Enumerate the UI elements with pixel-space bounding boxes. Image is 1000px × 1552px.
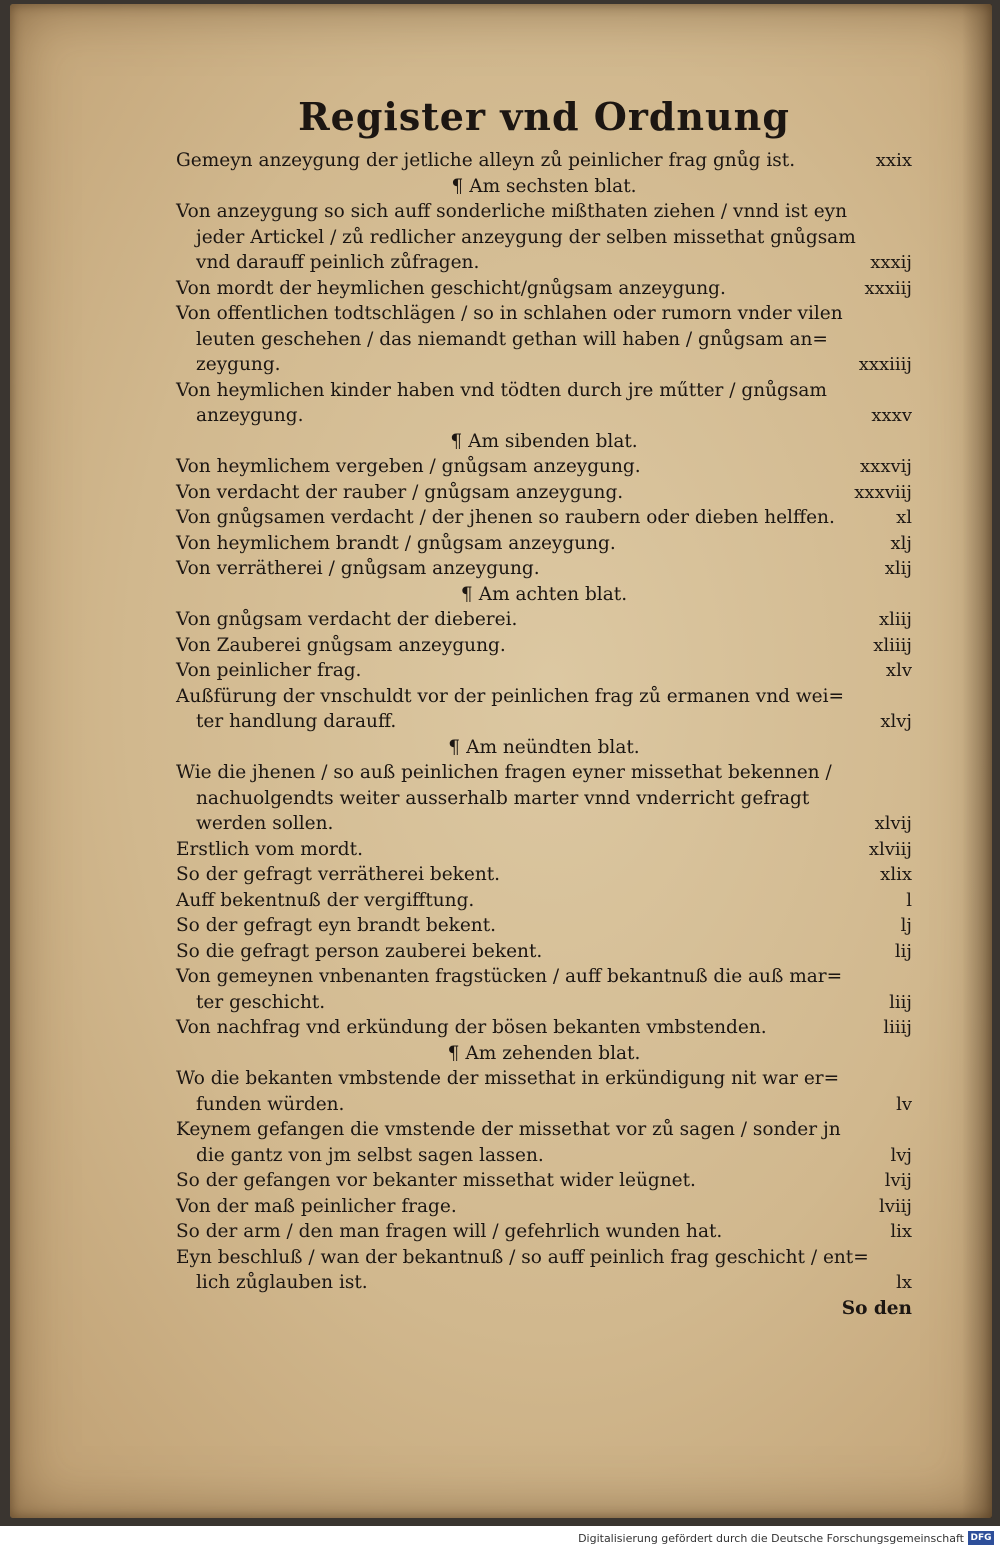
register-entry xyxy=(176,990,912,1016)
entry-text: Außfürung der vnschuldt vor der peinlichen frag zů ermanen vnd wei= xyxy=(176,685,845,707)
entry-text: So die gefragt person zauberei bekent. xyxy=(176,940,543,962)
register-entry xyxy=(176,1219,912,1245)
entry-text: Am achten blat. xyxy=(478,583,628,605)
section-heading xyxy=(176,735,912,761)
entry-text: funden würden. xyxy=(196,1093,345,1115)
entry-text: Von Zauberei gnůgsam anzeygung. xyxy=(176,634,506,656)
entry-text: Wie die jhenen / so auß peinlichen fragen eyner missethat bekennen / xyxy=(176,762,832,783)
register-entry xyxy=(176,378,912,404)
folio-number: xlj xyxy=(890,532,912,554)
section-heading xyxy=(176,1041,912,1067)
register-entry xyxy=(176,1092,912,1118)
entry-text: Von nachfrag vnd erkündung der bösen bekanten vmbstenden. xyxy=(176,1017,767,1038)
register-entry xyxy=(176,352,912,378)
entry-text: jeder Artickel / zů redlicher anzeygung der selben missethat gnůgsam xyxy=(196,226,856,248)
register-entry xyxy=(176,327,912,353)
register-entry xyxy=(176,888,912,914)
entry-text: Von heymlichen kinder haben vnd tödten durch jre műtter / gnůgsam xyxy=(176,379,827,401)
register-entry xyxy=(176,837,912,863)
entry-text: Von gemeynen vnbenanten fragstücken / auff bekantnuß die auß mar= xyxy=(176,966,843,987)
folio-number: xliij xyxy=(878,609,912,630)
section-heading xyxy=(176,582,912,608)
folio-number: xliiij xyxy=(873,634,912,656)
entry-text: leuten geschehen / das niemandt gethan will haben / gnůgsam an= xyxy=(196,328,828,350)
entry-text: Keynem gefangen die vmstende der missethat vor zů sagen / sonder jn xyxy=(176,1119,841,1140)
folio-number: lij xyxy=(894,940,912,962)
section-heading xyxy=(176,429,912,455)
entry-text: Von heymlichem brandt / gnůgsam anzeygung. xyxy=(176,532,616,554)
register-entry xyxy=(176,1066,912,1092)
pilcrow-icon: ¶ xyxy=(451,175,464,197)
entry-text: Auff bekentnuß der vergifftung. xyxy=(176,889,475,911)
entry-text: werden sollen. xyxy=(196,813,334,834)
register-entry xyxy=(176,531,912,557)
catchword: So den xyxy=(841,1297,912,1319)
entry-text: vnd darauff peinlich zůfragen. xyxy=(196,252,480,273)
register-entry xyxy=(176,1117,912,1143)
entry-text: Von peinlicher frag. xyxy=(176,660,362,681)
dfg-logo: DFG xyxy=(968,1531,994,1545)
register-entry xyxy=(176,786,912,812)
folio-number: lx xyxy=(896,1272,912,1293)
register-entry xyxy=(176,811,912,837)
entry-text: Am neündten blat. xyxy=(466,736,640,758)
entry-text: anzeygung. xyxy=(196,405,304,426)
folio-number: l xyxy=(906,889,912,911)
entry-text: Von heymlichem vergeben / gnůgsam anzeygung. xyxy=(176,456,641,477)
catchword-row xyxy=(176,1296,912,1322)
register-entry xyxy=(176,862,912,888)
folio-number: xxxij xyxy=(870,252,912,273)
entry-text: So der gefangen vor bekanter missethat wider leügnet. xyxy=(176,1170,696,1191)
entry-text: Von der maß peinlicher frage. xyxy=(176,1195,457,1217)
entry-text: lich zůglauben ist. xyxy=(196,1272,368,1293)
folio-number: xlv xyxy=(885,660,912,681)
register-entry xyxy=(176,301,912,327)
entry-text: Von anzeygung so sich auff sonderliche mißthaten ziehen / vnnd ist eyn xyxy=(176,201,848,222)
entry-text: Von gnůgsam verdacht der dieberei. xyxy=(176,609,518,630)
section-heading xyxy=(176,174,912,200)
pilcrow-icon: ¶ xyxy=(460,583,473,605)
register-entry xyxy=(176,250,912,276)
register-entry xyxy=(176,505,912,531)
entry-text: die gantz von jm selbst sagen lassen. xyxy=(196,1144,544,1166)
footer-bar xyxy=(0,1526,1000,1552)
entry-text: Erstlich vom mordt. xyxy=(176,838,363,860)
register-entry xyxy=(176,454,912,480)
entry-text: Gemeyn anzeygung der jetliche alleyn zů peinlicher frag gnůg ist. xyxy=(176,150,796,171)
entry-text: Am sibenden blat. xyxy=(468,430,638,452)
folio-number: xxix xyxy=(875,150,912,171)
register-entry xyxy=(176,1245,912,1271)
folio-number: lvij xyxy=(884,1170,912,1191)
folio-number: xlij xyxy=(884,558,912,579)
entry-text: Von verdacht der rauber / gnůgsam anzeygung. xyxy=(176,481,624,503)
entry-text: So der gefragt eyn brandt bekent. xyxy=(176,915,497,936)
register-entry xyxy=(176,148,912,174)
register-entry xyxy=(176,276,912,302)
pilcrow-icon: ¶ xyxy=(447,1042,460,1064)
folio-number: xlviij xyxy=(868,838,912,860)
entry-text: zeygung. xyxy=(196,354,281,375)
entry-text: Von gnůgsamen verdacht / der jhenen so raubern oder dieben helffen. xyxy=(176,507,835,528)
entry-text: Von mordt der heymlichen geschicht/gnůgsam anzeygung. xyxy=(176,277,726,299)
entry-text: So der arm / den man fragen will / gefehrlich wunden hat. xyxy=(176,1221,723,1242)
folio-number: xlvj xyxy=(880,711,912,732)
register-entry xyxy=(176,480,912,506)
folio-number: xxxiij xyxy=(864,277,912,299)
page-title: Register vnd Ordnung xyxy=(298,94,790,139)
register-entry xyxy=(176,1168,912,1194)
register-entry xyxy=(176,1143,912,1169)
register-entry xyxy=(176,225,912,251)
register-entry xyxy=(176,709,912,735)
folio-number: lvj xyxy=(890,1144,912,1166)
register-entry xyxy=(176,684,912,710)
folio-number: lix xyxy=(890,1221,912,1242)
folio-number: lviij xyxy=(878,1195,912,1217)
page-edge-shadow xyxy=(962,4,992,1518)
entry-text: Von offentlichen todtschlägen / so in schlahen oder rumorn vnder vilen xyxy=(176,303,843,324)
register-text-block xyxy=(176,92,912,1321)
folio-number: xlix xyxy=(880,864,912,885)
register-entry xyxy=(176,658,912,684)
entry-text: Am zehenden blat. xyxy=(465,1042,641,1064)
entry-text: Wo die bekanten vmbstende der missethat in erkündigung nit war er= xyxy=(176,1068,840,1089)
register-entry xyxy=(176,964,912,990)
folio-number: liiij xyxy=(883,1017,912,1038)
entry-text: ter geschicht. xyxy=(196,991,326,1013)
folio-number: liij xyxy=(889,991,912,1013)
footer-credit: Digitalisierung gefördert durch die Deutsche Forschungsgemeinschaft xyxy=(578,1532,964,1545)
register-entry xyxy=(176,760,912,786)
folio-number: xxxviij xyxy=(854,481,912,503)
pilcrow-icon: ¶ xyxy=(448,736,461,758)
folio-number: xl xyxy=(896,507,912,528)
register-entry xyxy=(176,633,912,659)
entry-text: Von verrätherei / gnůgsam anzeygung. xyxy=(176,558,540,579)
folio-number: lj xyxy=(900,915,912,936)
folio-number: xxxiiij xyxy=(858,354,912,375)
register-entries xyxy=(176,148,912,1321)
register-entry xyxy=(176,913,912,939)
register-entry xyxy=(176,1015,912,1041)
folio-number: xxxv xyxy=(871,405,912,426)
register-entry xyxy=(176,1270,912,1296)
entry-text: So der gefragt verrätherei bekent. xyxy=(176,864,501,885)
register-entry xyxy=(176,607,912,633)
register-entry xyxy=(176,939,912,965)
entry-text: nachuolgendts weiter ausserhalb marter vnnd vnderricht gefragt xyxy=(196,787,810,809)
register-entry xyxy=(176,199,912,225)
register-entry xyxy=(176,1194,912,1220)
register-entry xyxy=(176,556,912,582)
entry-text: Am sechsten blat. xyxy=(469,175,637,197)
folio-number: lv xyxy=(896,1093,912,1115)
pilcrow-icon: ¶ xyxy=(450,430,463,452)
folio-number: xlvij xyxy=(874,813,912,834)
register-entry xyxy=(176,403,912,429)
entry-text: Eyn beschluß / wan der bekantnuß / so auff peinlich frag geschicht / ent= xyxy=(176,1246,869,1268)
folio-number: xxxvij xyxy=(860,456,912,477)
entry-text: ter handlung darauff. xyxy=(196,711,397,732)
